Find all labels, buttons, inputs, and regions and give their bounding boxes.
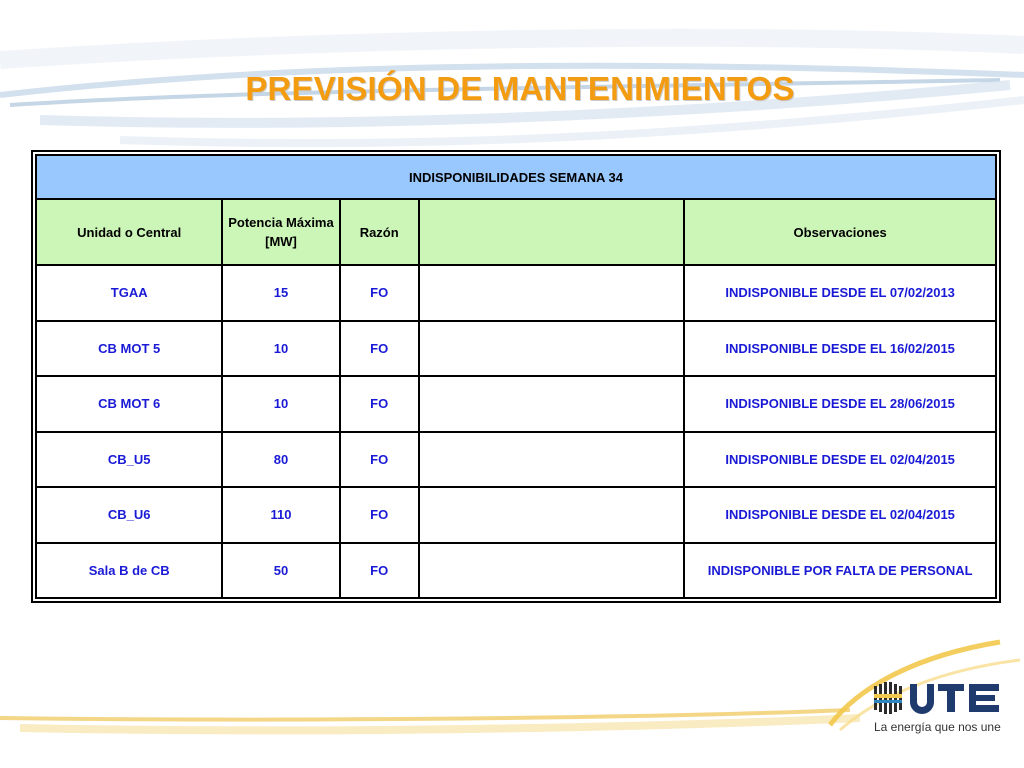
cell-blank	[419, 321, 685, 377]
cell-unit: CB MOT 6	[36, 376, 222, 432]
table-row	[36, 543, 996, 599]
ute-logo-mark	[874, 680, 1006, 716]
table-row	[36, 321, 996, 377]
cell-reason: FO	[340, 265, 419, 321]
cell-unit: TGAA	[36, 265, 222, 321]
decorative-swoosh-bottom	[0, 630, 1024, 768]
cell-power: 15	[222, 265, 339, 321]
maintenance-table-frame	[31, 150, 1001, 603]
cell-blank	[419, 543, 685, 599]
cell-blank	[419, 487, 685, 543]
table-row	[36, 265, 996, 321]
cell-power: 10	[222, 321, 339, 377]
table-row	[36, 376, 996, 432]
cell-observation: INDISPONIBLE DESDE EL 07/02/2013	[684, 265, 996, 321]
logo-tagline: La energía que nos une	[874, 720, 1001, 734]
cell-observation: INDISPONIBLE DESDE EL 28/06/2015	[684, 376, 996, 432]
cell-unit: CB MOT 5	[36, 321, 222, 377]
page-title: PREVISIÓN DE MANTENIMIENTOS	[245, 70, 795, 108]
cell-reason: FO	[340, 543, 419, 599]
cell-power: 50	[222, 543, 339, 599]
cell-blank	[419, 265, 685, 321]
cell-observation: INDISPONIBLE DESDE EL 02/04/2015	[684, 432, 996, 488]
cell-observation: INDISPONIBLE DESDE EL 02/04/2015	[684, 487, 996, 543]
table-row	[36, 432, 996, 488]
cell-power: 80	[222, 432, 339, 488]
cell-blank	[419, 376, 685, 432]
cell-power: 110	[222, 487, 339, 543]
cell-unit: Sala B de CB	[36, 543, 222, 599]
cell-blank	[419, 432, 685, 488]
table-caption: INDISPONIBILIDADES SEMANA 34	[36, 155, 996, 199]
cell-unit: CB_U6	[36, 487, 222, 543]
column-header-unit: Unidad o Central	[36, 199, 222, 265]
column-header-reason: Razón	[340, 199, 419, 265]
cell-unit: CB_U5	[36, 432, 222, 488]
ute-logo	[874, 680, 1006, 740]
column-header-observations: Observaciones	[684, 199, 996, 265]
cell-reason: FO	[340, 321, 419, 377]
cell-reason: FO	[340, 432, 419, 488]
cell-reason: FO	[340, 376, 419, 432]
cell-reason: FO	[340, 487, 419, 543]
cell-observation: INDISPONIBLE POR FALTA DE PERSONAL	[684, 543, 996, 599]
column-header-blank	[419, 199, 685, 265]
cell-power: 10	[222, 376, 339, 432]
cell-observation: INDISPONIBLE DESDE EL 16/02/2015	[684, 321, 996, 377]
maintenance-table	[35, 154, 997, 599]
table-row	[36, 487, 996, 543]
column-header-power: Potencia Máxima [MW]	[222, 199, 339, 265]
